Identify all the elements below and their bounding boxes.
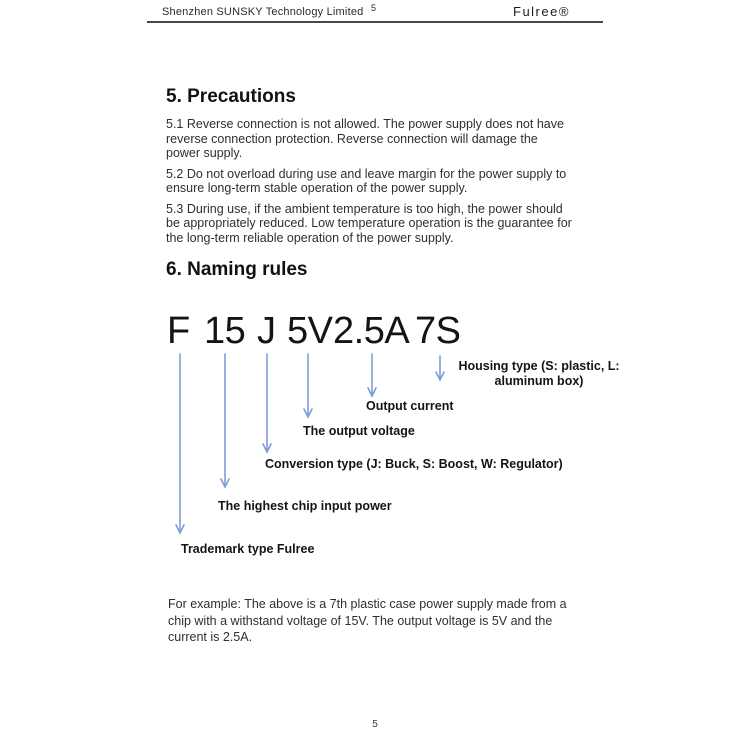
arrow-housing-icon bbox=[436, 356, 444, 380]
label-output-voltage: The output voltage bbox=[303, 424, 415, 438]
precaution-paragraph-2: 5.2 Do not overload during use and leave margin for the power supply to ensure long-term stable operation of the power supply. bbox=[166, 166, 567, 195]
code-token-housing: 7S bbox=[415, 310, 461, 352]
code-token-conversion: J bbox=[257, 310, 276, 352]
label-conversion-type: Conversion type (J: Buck, S: Boost, W: Regulator) bbox=[265, 457, 563, 471]
precautions-title: 5. Precautions bbox=[166, 86, 296, 107]
arrow-conversion-icon bbox=[263, 354, 271, 452]
precaution-paragraph-1: 5.1 Reverse connection is not allowed. The power supply does not have reverse connection protection. Reverse connection will damage the power supply. bbox=[166, 117, 564, 160]
arrow-trademark-icon bbox=[176, 354, 184, 533]
header-divider bbox=[147, 21, 603, 23]
code-token-trademark: F bbox=[167, 310, 190, 352]
section-precautions bbox=[166, 86, 572, 251]
precaution-paragraph-3: 5.3 During use, if the ambient temperature is too high, the power should be appropriately reduced. Low temperature operation is the guarantee for the long-term reliable operation of the power supply. bbox=[166, 201, 572, 245]
arrow-current-icon bbox=[368, 354, 376, 396]
example-paragraph: For example: The above is a 7th plastic case power supply made from a chip with a withstand voltage of 15V. The output voltage is 5V and the current is 2.5A. bbox=[168, 597, 567, 644]
code-token-power: 15 bbox=[204, 310, 246, 352]
arrow-voltage-icon bbox=[304, 354, 312, 417]
label-chip-input-power: The highest chip input power bbox=[218, 499, 392, 513]
naming-rules-title: 6. Naming rules bbox=[166, 259, 308, 280]
code-token-current: 2.5A bbox=[333, 310, 410, 352]
header-brand-logo: Fulree® bbox=[513, 4, 570, 19]
label-trademark-type: Trademark type Fulree bbox=[181, 542, 315, 556]
header-page-ref: 5 bbox=[371, 3, 377, 13]
label-output-current: Output current bbox=[366, 399, 454, 413]
footer-page-number: 5 bbox=[372, 719, 378, 730]
label-housing-type: Housing type (S: plastic, L: aluminum box) bbox=[458, 359, 620, 388]
arrow-chip-power-icon bbox=[221, 354, 229, 487]
code-token-voltage: 5V bbox=[287, 310, 333, 352]
header-company: Shenzhen SUNSKY Technology Limited bbox=[162, 6, 364, 18]
